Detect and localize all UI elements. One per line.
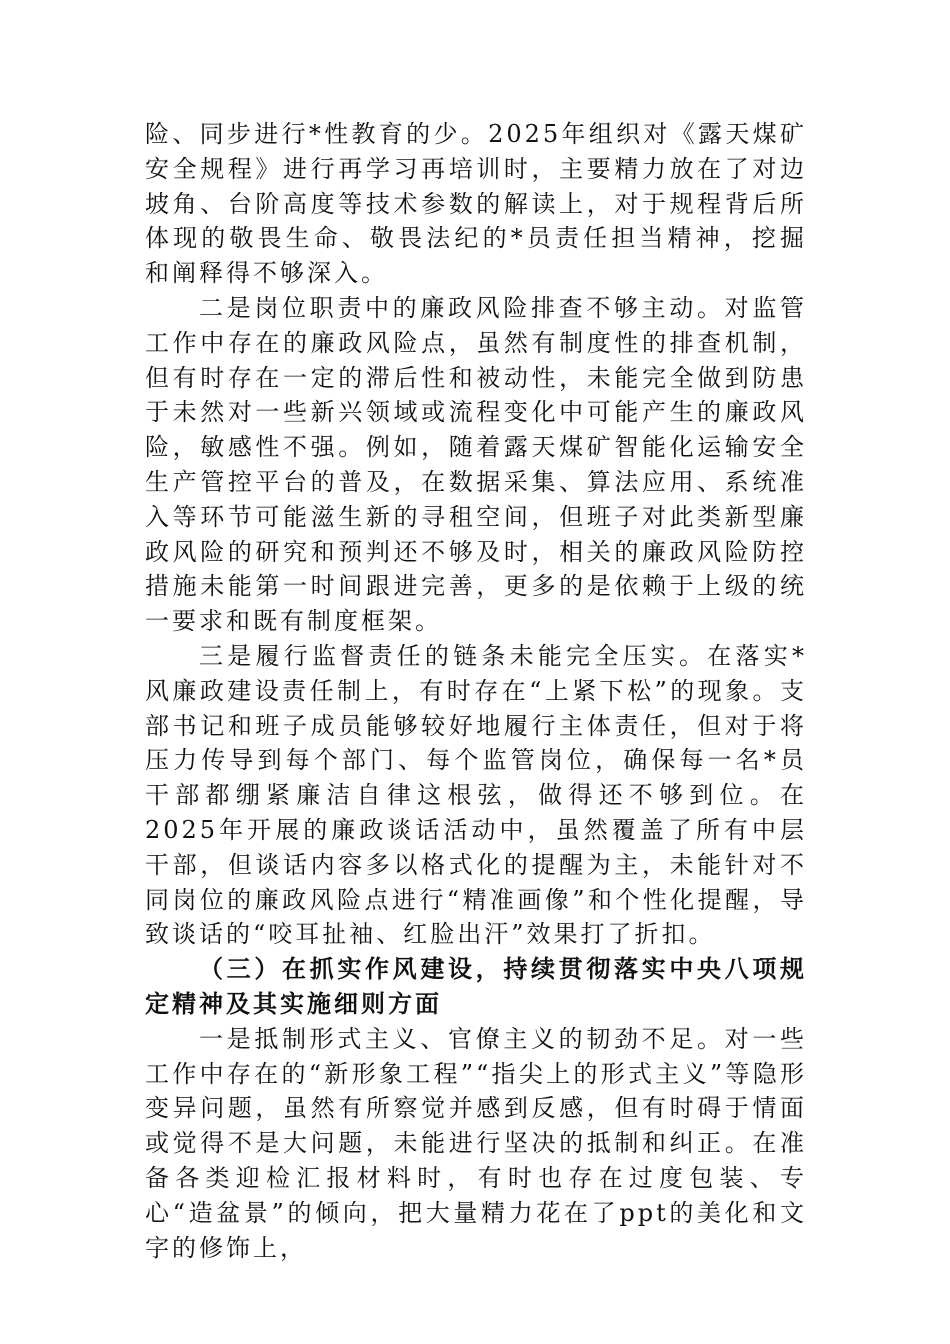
section-heading: （三）在抓实作风建设，持续贯彻落实中央八项规定精神及其实施细则方面 — [145, 954, 807, 1018]
paragraph-point-two: 二是岗位职责中的廉政风险排查不够主动。对监管工作中存在的廉政风险点，虽然有制度性的排查机制，但有时存在一定的滞后性和被动性，未能完全做到防患于未然对一些新兴领域或流程变化中可能产生的廉政风险，敏感性不强。例如，随着露天煤矿智能化运输安全生产管控平台的普及，在数据采集、算法应用、系统准入等环节可能滋生新的寻租空间，但班子对此类新型廉政风险的研究和预判还不够及时，相关的廉政风险防控措施未能第一时间跟进完善，更多的是依赖于上级的统一要求和既有制度框架。 — [145, 293, 807, 636]
paragraph-point-three: 三是履行监督责任的链条未能完全压实。在落实*风廉政建设责任制上，有时存在“上紧下松”的现象。支部书记和班子成员能够较好地履行主体责任，但对于将压力传导到每个部门、每个监管岗位，确保每一名*员干部都绷紧廉洁自律这根弦，做得还不够到位。在2025年开展的廉政谈话活动中，虽然覆盖了所有中层干部，但谈话内容多以格式化的提醒为主，未能针对不同岗位的廉政风险点进行“精准画像”和个性化提醒，导致谈话的“咬耳扯袖、红脸出汗”效果打了折扣。 — [145, 641, 807, 949]
paragraph-continuation: 险、同步进行*性教育的少。2025年组织对《露天煤矿安全规程》进行再学习再培训时，主要精力放在了对边坡角、台阶高度等技术参数的解读上，对于规程背后所体现的敬畏生命、敬畏法纪的*员责任担当精神，挖掘和阐释得不够深入。 — [145, 120, 807, 288]
paragraph-point-one: 一是抵制形式主义、官僚主义的韧劲不足。对一些工作中存在的“新形象工程”“指尖上的形式主义”等隐形变异问题，虽然有所察觉并感到反感，但有时碍于情面或觉得不是大问题，未能进行坚决的抵制和纠正。在准备各类迎检汇报材料时，有时也存在过度包装、专心“造盆景”的倾向，把大量精力花在了ppt的美化和文字的修饰上， — [145, 1024, 807, 1262]
document-body — [145, 117, 807, 1265]
